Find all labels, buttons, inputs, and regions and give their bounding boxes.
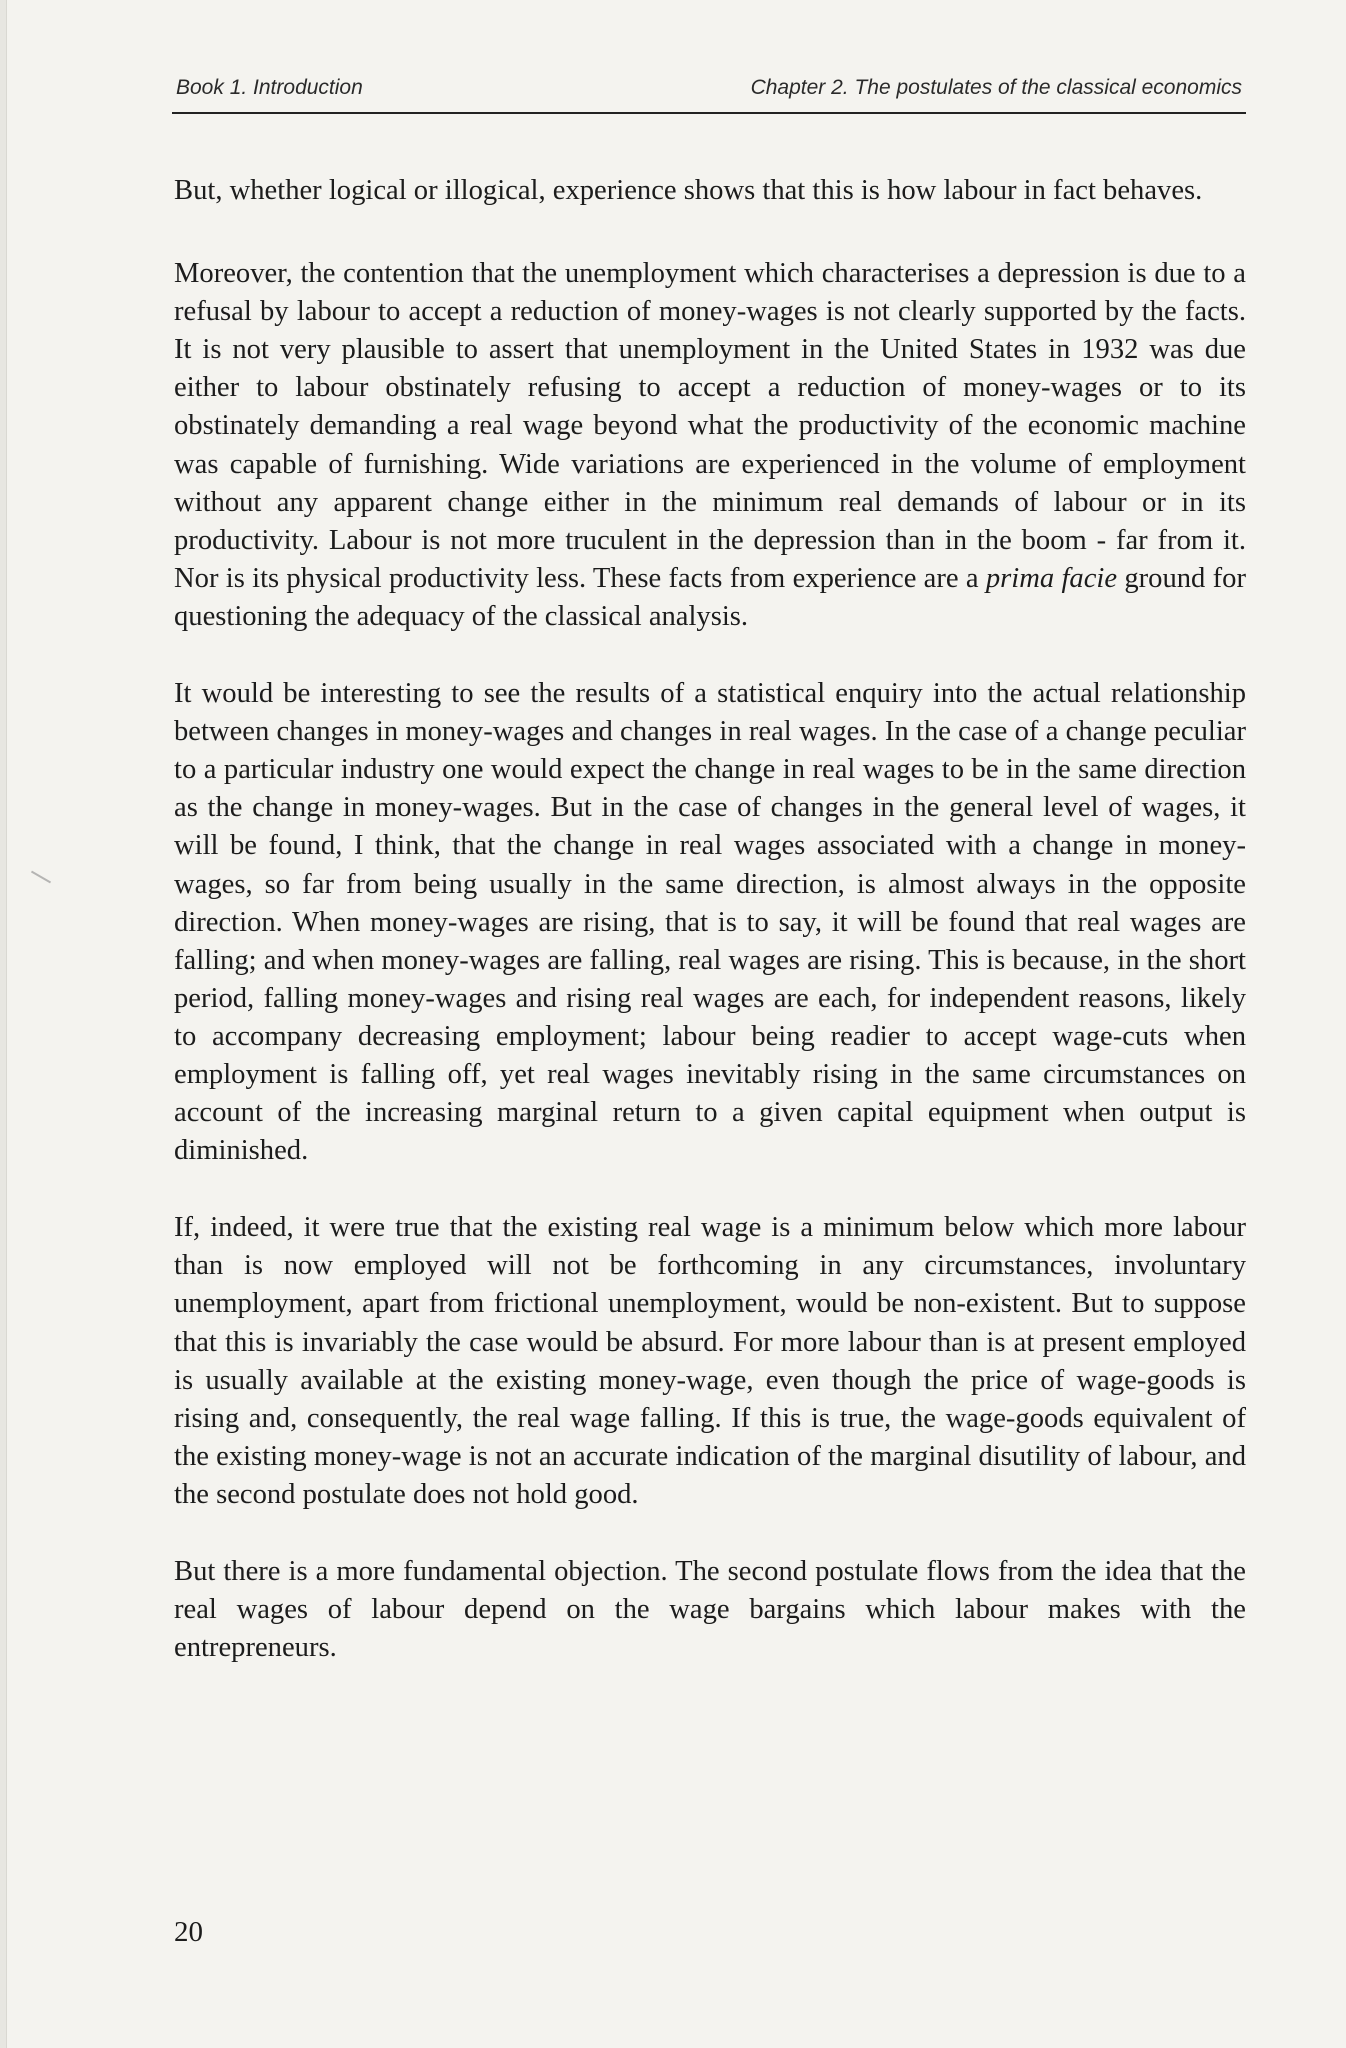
header-chapter-title: Chapter 2. The postulates of the classical economics — [750, 76, 1242, 99]
paragraph-3: It would be interesting to see the results of a statistical enquiry into the actual relationship between changes in money-wages and changes in real wages. In the case of a change peculiar to a particular industry one would expect the change in real wages to be in the same direction as the change in money-wages. But in the case of changes in the general level of wages, it will be found, I think, that the change in real wages associated with a change in money-wages, so far from being usually in the same direction, is almost always in the opposite direction. When money-wages are rising, that is to say, it will be found that real wages are falling; and when money-wages are falling, real wages are rising. This is because, in the short period, falling money-wages and rising real wages are each, for independent reasons, likely to accompany decreasing employment; labour being readier to accept wage-cuts when employment is falling off, yet real wages inevitably rising in the same circumstances on account of the increasing marginal return to a given capital equipment when output is diminished. — [174, 678, 1246, 1167]
body-text — [174, 172, 1246, 1706]
paragraph-1: But, whether logical or illogical, experience shows that this is how labour in fact behaves. — [174, 175, 1203, 206]
paragraph-2-emphasis: prima facie — [985, 562, 1118, 594]
header-book-title: Book 1. Introduction — [176, 76, 363, 99]
paragraph-2-text: Moreover, the contention that the unemployment which characterises a depression is due to a refusal by labour to accept a reduction of money-wages is not clearly supported by the facts. It is not very plausible to assert that unemployment in the United States in 1932 was due either to labour obstinately refusing to accept a reduction of money-wages or to its obstinately demanding a real wage beyond what the productivity of the economic machine was capable of furnishing. Wide variations are experienced in the volume of employment without any apparent change either in the minimum real demands of labour or in its productivity. Labour is not more truculent in the depression than in the boom - far from it. Nor is its physical productivity less. These facts from experience are a — [174, 258, 1246, 594]
page-number: 20 — [174, 1916, 203, 1948]
paragraph-2 — [174, 255, 1246, 636]
running-header — [172, 66, 1246, 114]
page-edge — [0, 0, 7, 2048]
stray-mark — [31, 871, 51, 884]
paragraph-2-tail: ground for questioning the adequacy of the classical analysis. — [174, 562, 1246, 632]
paragraph-4: If, indeed, it were true that the existing real wage is a minimum below which more labour than is now employed will not be forthcoming in any circumstances, involuntary unemployment, apart from frictional unemployment, would be non-existent. But to suppose that this is invariably the case would be absurd. For more labour than is at present employed is usually available at the existing money-wage, even though the price of wage-goods is rising and, consequently, the real wage falling. If this is true, the wage-goods equivalent of the existing money-wage is not an accurate indication of the marginal disutility of labour, and the second postulate does not hold good. — [174, 1212, 1246, 1510]
paragraph-5: But there is a more fundamental objection. The second postulate flows from the idea that the real wages of labour depend on the wage bargains which labour makes with the entrepreneurs. — [174, 1556, 1246, 1664]
